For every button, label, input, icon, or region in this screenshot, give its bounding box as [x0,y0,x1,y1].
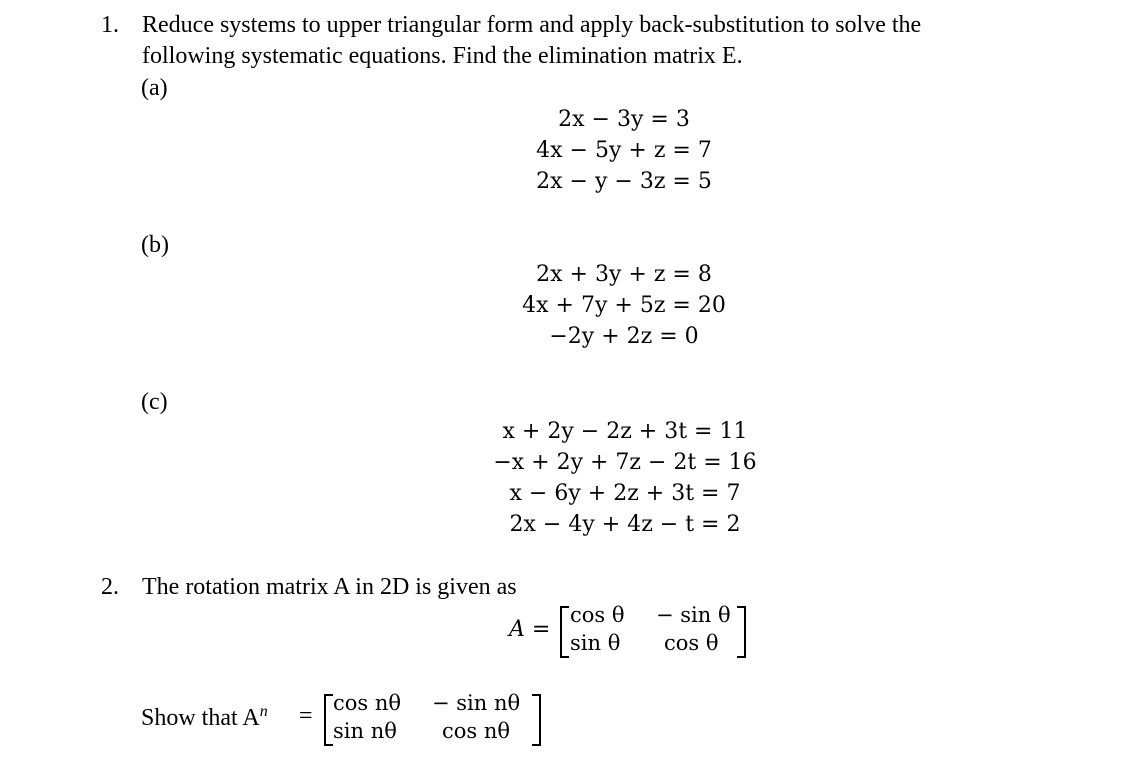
problem-2-statement: The rotation matrix A in 2D is given as [142,574,517,600]
show-that-text [141,703,268,732]
matrix-cell: cos θ [664,631,719,655]
matrix-a [560,603,750,658]
problem-1-number: 1. [101,12,119,38]
matrix-cell: cos nθ [333,691,402,715]
problem-1-text-line-1: Reduce systems to upper triangular form and apply back-substitution to solve the [142,12,922,38]
right-bracket [532,694,541,746]
left-bracket [324,694,333,746]
part-c-label: (c) [141,389,168,415]
matrix-cell: − sin θ [656,603,731,627]
power-n: n [259,703,268,720]
equation: −2y + 2z = 0 [549,324,699,349]
problem-1-text-line-2: following systematic equations. Find the elimination matrix E. [142,43,743,69]
matrix-a-power-n [324,691,544,746]
matrix-cell: cos nθ [442,719,511,743]
show-that-equals: = [299,703,313,729]
show-that-label: Show that A [141,705,260,731]
equation: 2x − y − 3z = 5 [536,169,712,194]
left-bracket [560,606,569,658]
matrix-cell: cos θ [570,603,625,627]
part-b-label: (b) [141,232,169,258]
equation: 2x − 3y = 3 [558,107,690,132]
matrix-a-lhs: A = [509,617,551,642]
problem-2-number: 2. [101,574,119,600]
equation: 2x − 4y + 4z − t = 2 [509,512,741,537]
equation: x + 2y − 2z + 3t = 11 [502,419,748,444]
matrix-cell: sin nθ [333,719,397,743]
equation: −x + 2y + 7z − 2t = 16 [493,450,757,475]
part-a-label: (a) [141,75,168,101]
part-b-equations [474,259,774,352]
equation: 4x + 7y + 5z = 20 [522,293,726,318]
part-c-equations [445,416,805,540]
matrix-cell: − sin nθ [432,691,521,715]
right-bracket [737,606,746,658]
equation: x − 6y + 2z + 3t = 7 [509,481,741,506]
equation: 2x + 3y + z = 8 [536,262,712,287]
equation: 4x − 5y + z = 7 [536,138,712,163]
matrix-cell: sin θ [570,631,621,655]
part-a-equations [474,104,774,197]
